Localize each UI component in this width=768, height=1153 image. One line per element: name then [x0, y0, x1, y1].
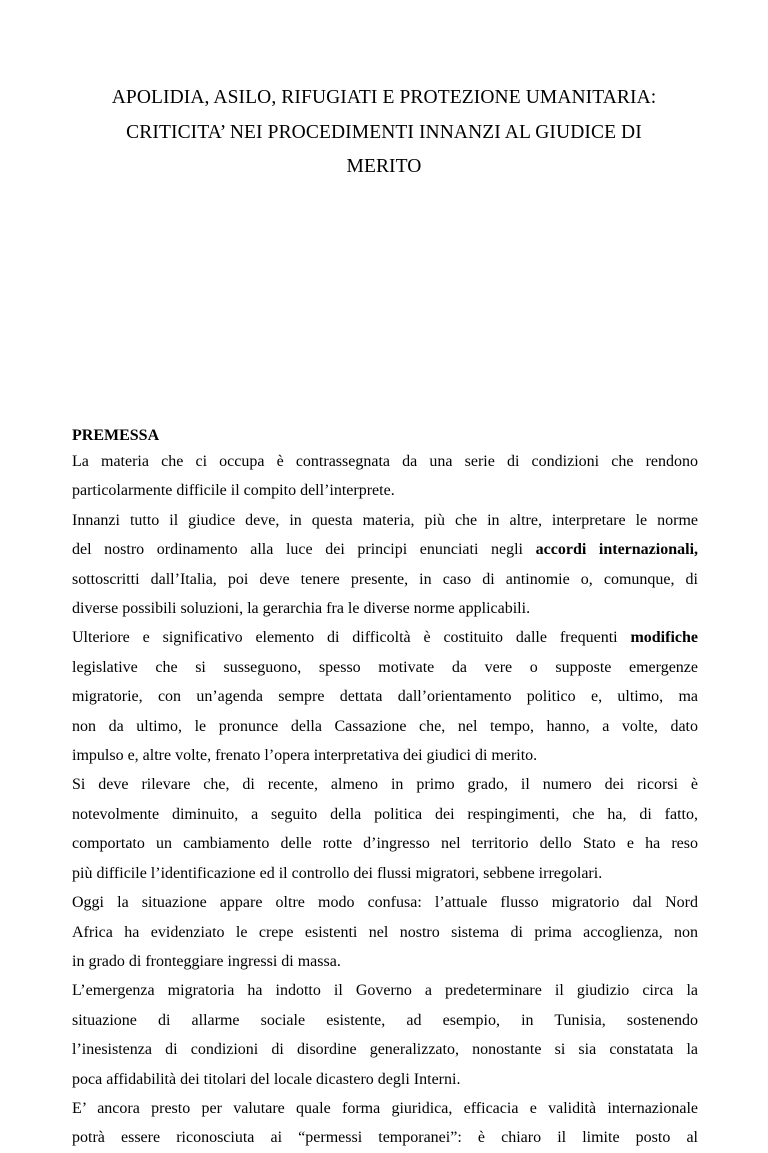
title-line-3: MERITO	[346, 156, 422, 177]
text-line: Si deve rilevare che, di recente, almeno in primo grado, il numero dei ricorsi è	[72, 776, 698, 794]
paragraph-6	[72, 976, 698, 1094]
text-line: situazione di allarme sociale esistente, ad esempio, in Tunisia, sostenendo	[72, 1011, 698, 1029]
text-line: comportato un cambiamento delle rotte d’ingresso nel territorio dello Stato e ha reso	[72, 835, 698, 853]
text-line: particolarmente difficile il compito dell’interprete.	[72, 482, 395, 500]
text-line: legislative che si susseguono, spesso motivate da vere o supposte emergenze	[72, 658, 698, 676]
document-title	[60, 81, 708, 185]
text-line: impulso e, altre volte, frenato l’opera interpretativa dei giudici di merito.	[72, 747, 538, 765]
text-line: La materia che ci occupa è contrassegnata da una serie di condizioni che rendono	[72, 453, 698, 470]
bold-term-accordi: accordi internazionali,	[535, 541, 699, 559]
paragraph-4	[72, 770, 698, 888]
text-line: più difficile l’identificazione ed il controllo dei flussi migratori, sebbene irregolari.	[72, 864, 603, 882]
document-body	[72, 447, 698, 1153]
paragraph-3	[72, 623, 698, 770]
text-line: Innanzi tutto il giudice deve, in questa materia, più che in altre, interpretare le norme	[72, 511, 698, 529]
paragraph-7	[72, 1094, 698, 1153]
text-line: l’inesistenza di condizioni di disordine generalizzato, nonostante si sia constatata la	[72, 1041, 698, 1059]
text-line: L’emergenza migratoria ha indotto il Governo a predeterminare il giudizio circa la	[72, 982, 698, 1000]
text-line: in grado di fronteggiare ingressi di massa.	[72, 952, 341, 970]
text-line: sottoscritti dall’Italia, poi deve tenere presente, in caso di antinomie o, comunque, di	[72, 570, 698, 588]
text-line: Oggi la situazione appare oltre modo confusa: l’attuale flusso migratorio dal Nord	[72, 894, 698, 912]
text-line-with-bold	[72, 535, 698, 564]
text-line-with-bold	[72, 623, 698, 652]
paragraph-1	[72, 447, 698, 506]
bold-term-modifiche: modifiche	[630, 629, 698, 647]
text-line: poca affidabilità dei titolari del locale dicastero degli Interni.	[72, 1070, 461, 1088]
section-heading: PREMESSA	[72, 427, 160, 444]
paragraph-5	[72, 888, 698, 976]
title-line-1: APOLIDIA, ASILO, RIFUGIATI E PROTEZIONE UMANITARIA:	[111, 87, 657, 108]
title-line-2: CRITICITA’ NEI PROCEDIMENTI INNANZI AL GIUDICE DI	[126, 121, 642, 143]
text-line: notevolmente diminuito, a seguito della politica dei respingimenti, che ha, di fatto,	[72, 805, 698, 823]
paragraph-2	[72, 506, 698, 624]
text-line: Africa ha evidenziato le crepe esistenti nel nostro sistema di prima accoglienza, non	[72, 923, 698, 941]
text-line: non da ultimo, le pronunce della Cassazione che, nel tempo, hanno, a volte, dato	[72, 717, 698, 735]
text-line: potrà essere riconosciuta ai “permessi temporanei”: è chiaro il limite posto al	[72, 1129, 698, 1147]
text-segment: Ulteriore e significativo elemento di difficoltà è costituito dalle frequenti	[72, 629, 618, 647]
text-segment: del nostro ordinamento alla luce dei principi enunciati negli	[72, 541, 524, 559]
text-line: E’ ancora presto per valutare quale forma giuridica, efficacia e validità internazionale	[72, 1099, 698, 1117]
text-line: migratorie, con un’agenda sempre dettata dall’orientamento politico e, ultimo, ma	[72, 688, 698, 706]
text-line: diverse possibili soluzioni, la gerarchia fra le diverse norme applicabili.	[72, 600, 531, 618]
